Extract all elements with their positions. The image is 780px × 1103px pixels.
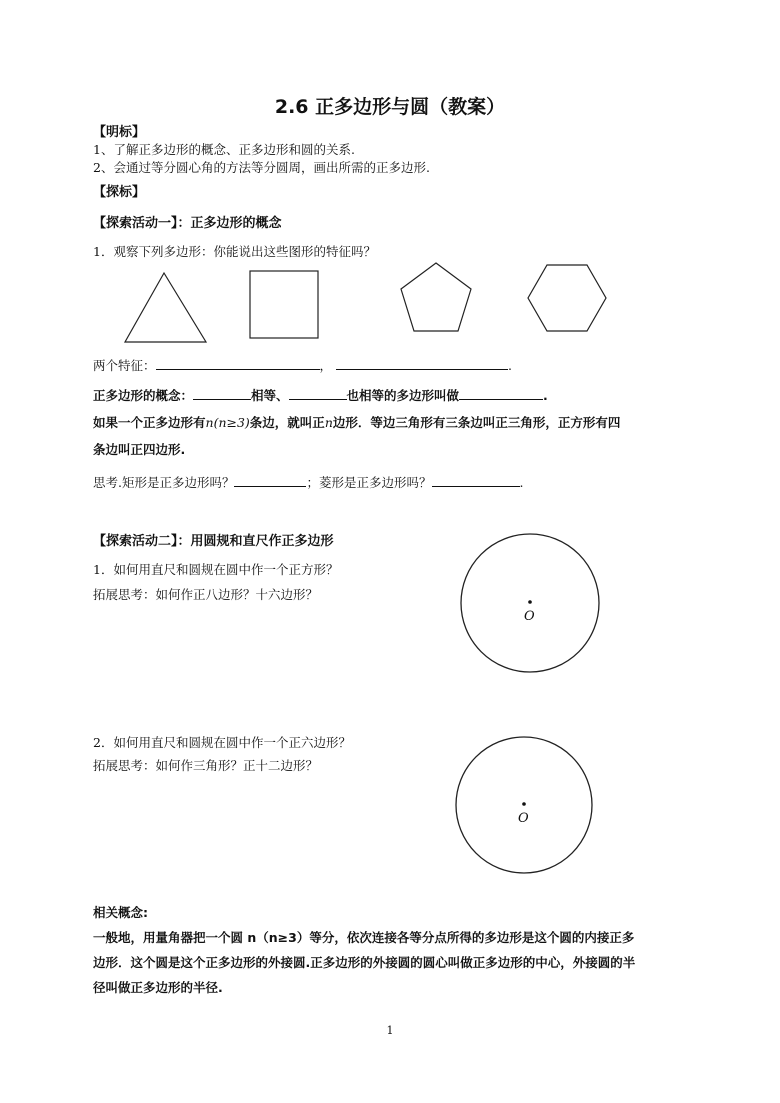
concept-mid-2: 也相等的多边形叫做 <box>346 388 460 403</box>
related-line-3: 径叫做正多边形的半径. <box>93 980 223 995</box>
page-title: 2.6 正多边形与圆（教案） <box>274 96 506 118</box>
feature-blank-1[interactable] <box>156 357 320 370</box>
think-text-b: ；菱形是正多边形吗？ <box>306 475 432 490</box>
think-end: . <box>519 475 524 490</box>
think-text-a: 思考.矩形是正多边形吗？ <box>93 475 235 490</box>
mingbiao-heading: 【明标】 <box>93 125 146 140</box>
activity1-heading: 【探索活动一】：正多边形的概念 <box>93 216 282 231</box>
concept-blank-3[interactable] <box>459 387 543 400</box>
concept-line <box>93 386 548 404</box>
circle-1-center-label: O <box>524 609 535 624</box>
related-heading: 相关概念: <box>93 905 148 920</box>
circle-figure-2 <box>453 735 597 877</box>
related-line-2: 边形．这个圆是这个正多边形的外接圆.正多边形的外接圆的圆心叫做正多边形的中心，外接圆的半 <box>93 955 636 970</box>
activity2-extension-1: 拓展思考：如何作正八边形？十六边形？ <box>93 587 319 602</box>
circle-figure-1 <box>458 531 604 675</box>
tanbiao-heading: 【探标】 <box>93 185 146 200</box>
concept-end: . <box>543 388 548 403</box>
activity1-question-1: 1．观察下列多边形：你能说出这些图形的特征吗？ <box>93 244 376 259</box>
think-line <box>93 473 523 491</box>
concept-mid-1: 相等、 <box>251 388 289 403</box>
circle-2-center-label: O <box>518 811 529 826</box>
page-number: 1 <box>386 1024 394 1037</box>
feature-blank-2[interactable] <box>336 357 508 370</box>
activity2-question-1: 1．如何用直尺和圆规在圆中作一个正方形？ <box>93 562 339 577</box>
related-line-1: 一般地，用量角器把一个圆 n（n≥3）等分，依次连接各等分点所得的多边形是这个圆的内接正多 <box>93 930 635 945</box>
triangle-figure <box>120 268 210 344</box>
definition-text-b: 条边，就叫正 <box>249 415 325 430</box>
activity2-extension-2: 拓展思考：如何作三角形？正十二边形？ <box>93 758 319 773</box>
hexagon-figure <box>526 262 610 334</box>
mingbiao-item-2: 2、会通过等分圆心角的方法等分圆周，画出所需的正多边形. <box>93 160 430 175</box>
definition-n-expression: n(n≥3) <box>205 415 250 430</box>
definition-n: n <box>324 415 333 430</box>
definition-text-a: 如果一个正多边形有 <box>93 415 206 430</box>
features-line <box>93 356 512 374</box>
think-blank-1[interactable] <box>234 474 306 487</box>
think-blank-2[interactable] <box>432 474 520 487</box>
definition-line-1 <box>93 413 620 431</box>
definition-line-2: 条边叫正四边形. <box>93 442 186 457</box>
concept-label: 正多边形的概念： <box>93 388 194 403</box>
concept-blank-2[interactable] <box>289 387 347 400</box>
activity2-question-2: 2．如何用直尺和圆规在圆中作一个正六边形？ <box>93 735 351 750</box>
features-comma: ， <box>319 358 333 373</box>
features-label: 两个特征： <box>93 358 156 373</box>
square-figure <box>246 268 322 340</box>
definition-text-c: 边形．等边三角形有三条边叫正三角形，正方形有四 <box>332 415 621 430</box>
activity2-heading: 【探索活动二】：用圆规和直尺作正多边形 <box>93 534 334 549</box>
concept-blank-1[interactable] <box>193 387 251 400</box>
features-period: . <box>508 358 513 373</box>
pentagon-figure <box>398 260 474 336</box>
mingbiao-item-1: 1、了解正多边形的概念、正多边形和圆的关系. <box>93 142 355 157</box>
